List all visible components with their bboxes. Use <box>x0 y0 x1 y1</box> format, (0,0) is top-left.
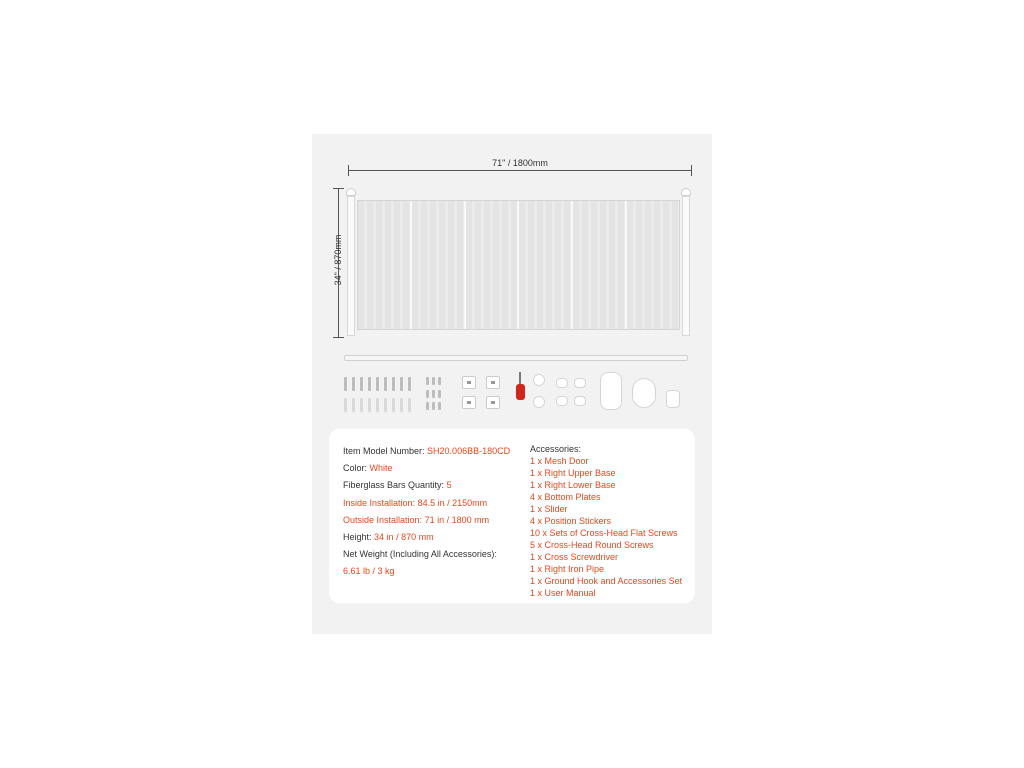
list-item: 1 x Right Upper Base <box>530 468 616 478</box>
list-item: 1 x User Manual <box>530 588 596 598</box>
spec-outside-value: 71 in / 1800 mm <box>424 514 490 525</box>
spec-color-label: Color: <box>343 463 368 474</box>
list-item: 1 x Ground Hook and Accessories Set <box>530 576 683 586</box>
gate-right-cap <box>681 188 691 196</box>
spec-inside-value: 84.5 in / 2150mm <box>417 497 488 508</box>
spec-inside <box>343 495 510 512</box>
spec-outside-label: Outside Installation: <box>343 514 423 525</box>
list-item: 1 x Right Iron Pipe <box>530 564 605 574</box>
iron-pipe-image <box>344 355 688 361</box>
list-item: 10 x Sets of Cross-Head Flat Screws <box>530 528 678 538</box>
spec-color-value: White <box>369 463 393 474</box>
spec-inside-label: Inside Installation: <box>343 497 416 508</box>
spec-bars-label: Fiberglass Bars Quantity: <box>343 480 445 491</box>
list-item: 5 x Cross-Head Round Screws <box>530 540 654 550</box>
gate-mesh <box>357 200 680 330</box>
gate-right-post <box>682 196 690 336</box>
spec-bars <box>343 477 510 494</box>
spec-bars-value: 5 <box>446 480 452 491</box>
spec-outside <box>343 512 510 529</box>
spec-height-label: Height: <box>343 532 372 543</box>
list-item: 1 x Mesh Door <box>530 456 589 466</box>
width-dimension-label: 71" / 1800mm <box>492 158 548 168</box>
spec-height-value: 34 in / 870 mm <box>374 532 434 543</box>
height-dimension-label: 34" / 870mm <box>333 234 343 286</box>
list-item: 1 x Right Lower Base <box>530 480 616 490</box>
list-item: 4 x Position Stickers <box>530 516 612 526</box>
accessories-list <box>530 443 682 599</box>
list-item: 1 x Slider <box>530 504 568 514</box>
spec-weight-label: Net Weight (Including All Accessories): <box>343 549 497 560</box>
spec-model-label: Item Model Number: <box>343 446 425 456</box>
spec-height <box>343 529 510 546</box>
gate-left-cap <box>346 188 356 196</box>
spec-model-value: SH20.006BB-180CD <box>427 446 511 456</box>
safety-gate-image <box>347 196 690 336</box>
gate-left-post <box>347 196 355 336</box>
width-dimension-line <box>348 170 692 171</box>
specifications-list <box>343 443 510 581</box>
spec-color <box>343 460 510 477</box>
list-item: 4 x Bottom Plates <box>530 492 601 502</box>
accessory-parts-image <box>340 372 690 417</box>
spec-weight-value: 6.61 lb / 3 kg <box>343 566 395 577</box>
spec-model <box>343 443 510 460</box>
list-item: 1 x Cross Screwdriver <box>530 552 619 562</box>
accessories-title: Accessories: <box>530 444 582 454</box>
